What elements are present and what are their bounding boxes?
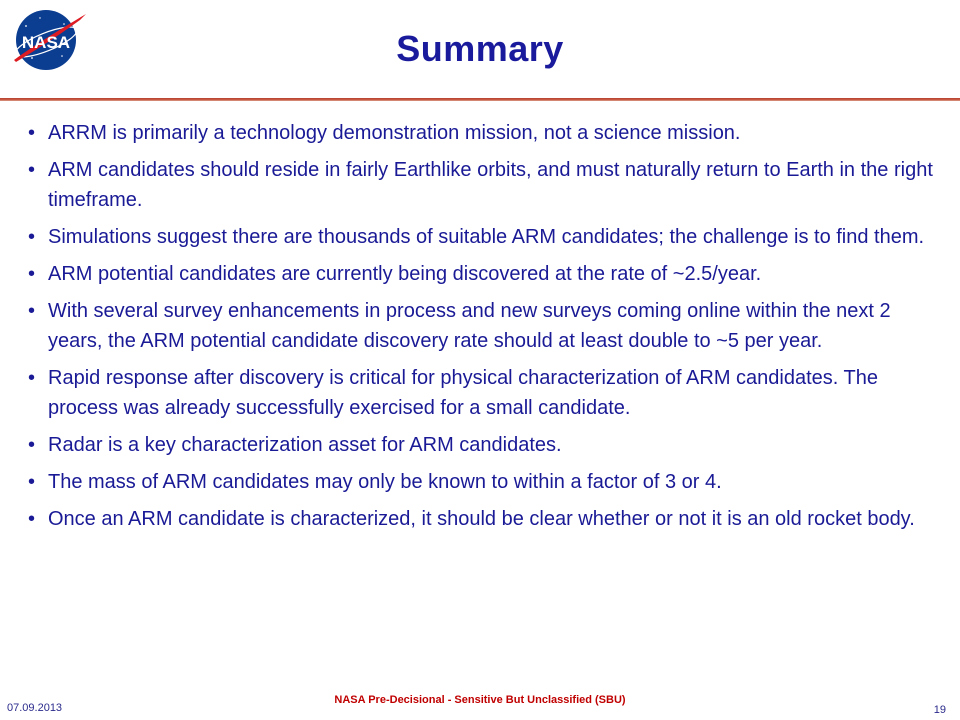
bullet-item [28, 363, 940, 423]
bullet-text: Once an ARM candidate is characterized, it should be clear whether or not it is an old rocket body. [48, 508, 915, 530]
bullet-list [28, 118, 940, 541]
bullet-dot: • [28, 434, 36, 456]
bullet-text: The mass of ARM candidates may only be known to within a factor of 3 or 4. [48, 471, 722, 493]
bullet-item [28, 430, 940, 460]
bullet-text: Radar is a key characterization asset for ARM candidates. [48, 434, 562, 456]
bullet-item [28, 504, 940, 534]
bullet-item [28, 467, 940, 497]
page-number: 19 [933, 704, 946, 716]
bullet-text: ARRM is primarily a technology demonstration mission, not a science mission. [48, 122, 741, 144]
bullet-dot: • [28, 471, 36, 493]
bullet-dot: • [28, 122, 36, 144]
bullet-dot: • [28, 300, 36, 322]
bullet-item [28, 259, 940, 289]
bullet-dot: • [28, 508, 36, 530]
bullet-dot: • [28, 159, 36, 181]
bullet-item [28, 155, 940, 215]
footer-classification: NASA Pre-Decisional - Sensitive But Unclassified (SBU) [334, 694, 626, 706]
bullet-text: ARM candidates should reside in fairly Earthlike orbits, and must naturally return to Earth in the right timeframe. [48, 159, 933, 211]
bullet-dot: • [28, 367, 36, 389]
footer-date: 07.09.2013 [7, 702, 63, 714]
nasa-logo-wordmark: NASA [21, 33, 71, 52]
bullet-text: With several survey enhancements in process and new surveys coming online within the next 2 years, the ARM potential candidate discovery rate should at least double to ~5 per year. [48, 300, 891, 352]
bullet-text: Rapid response after discovery is critical for physical characterization of ARM candidates. The process was already successfully exercised for a small candidate. [48, 367, 879, 419]
bullet-dot: • [28, 263, 36, 285]
bullet-dot: • [28, 226, 36, 248]
bullet-text: Simulations suggest there are thousands of suitable ARM candidates; the challenge is to find them. [48, 226, 925, 248]
bullet-item [28, 118, 940, 148]
slide-title: Summary [396, 28, 564, 69]
bullet-item [28, 222, 940, 252]
bullet-text: ARM potential candidates are currently being discovered at the rate of ~2.5/year. [48, 263, 762, 285]
bullet-item [28, 296, 940, 356]
title-divider [0, 98, 960, 101]
